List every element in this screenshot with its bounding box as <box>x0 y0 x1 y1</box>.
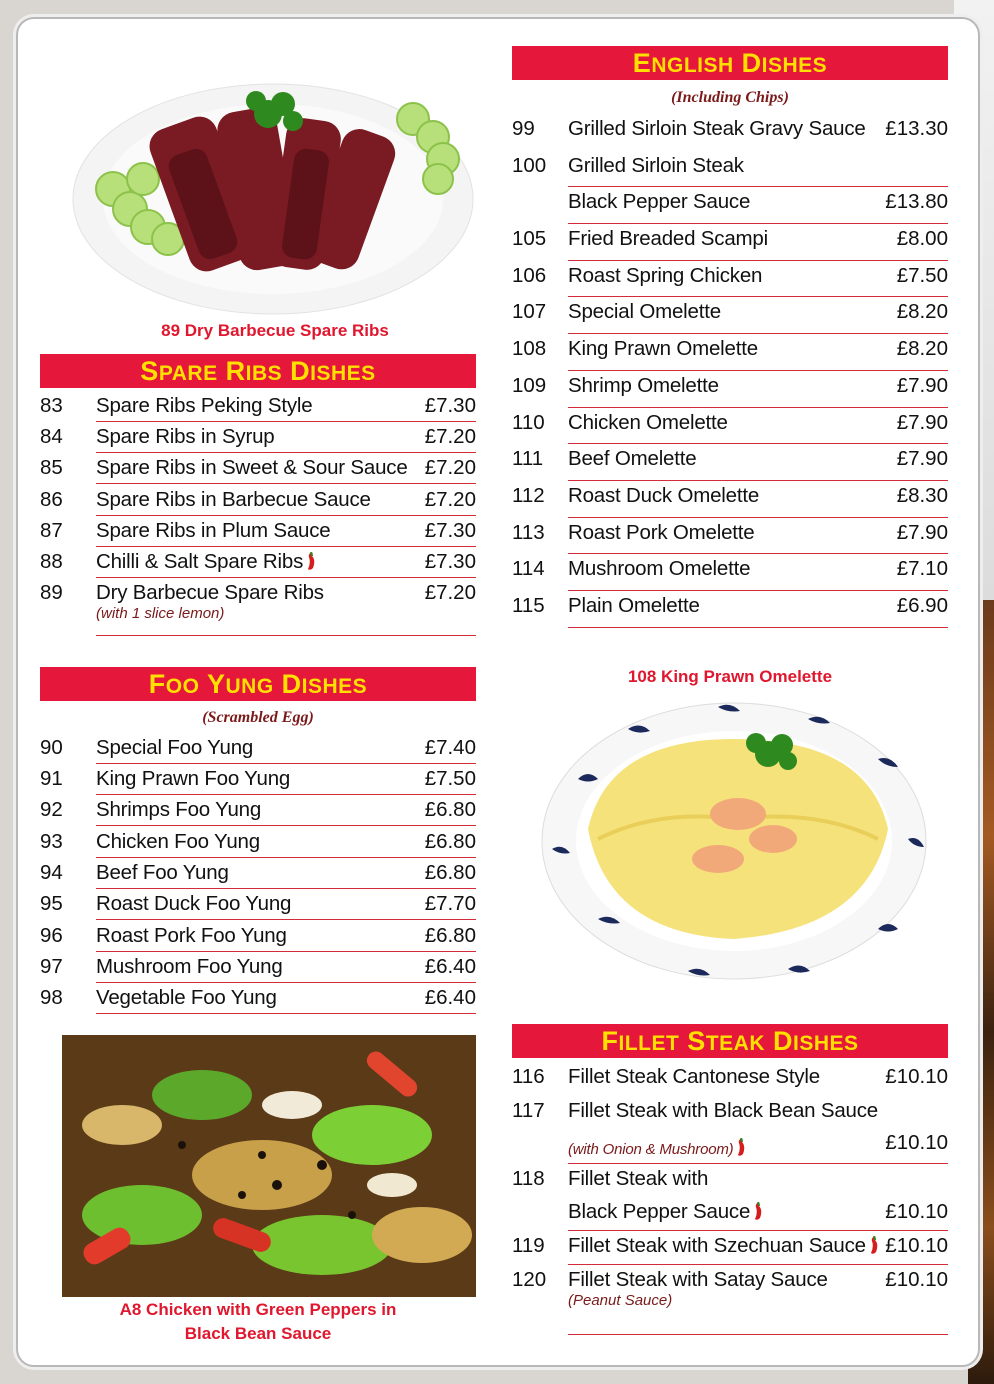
item-name-text: Roast Duck Omelette <box>568 484 760 507</box>
menu-page <box>16 17 980 1367</box>
menu-item-row <box>512 591 948 628</box>
menu-item-row <box>40 764 476 795</box>
item-name <box>96 456 408 480</box>
item-number: 91 <box>40 767 63 790</box>
item-price: £8.20 <box>896 337 948 360</box>
menu-item-row <box>40 733 476 764</box>
item-name <box>568 1099 878 1123</box>
item-number: 85 <box>40 456 63 479</box>
photo-caption-chicken <box>40 1298 476 1346</box>
item-name-text: Fillet Steak Cantonese Style <box>568 1065 820 1088</box>
item-name <box>568 411 728 435</box>
menu-item-row <box>512 151 948 187</box>
item-name-text: Fried Breaded Scampi <box>568 227 768 250</box>
item-name <box>96 861 229 885</box>
item-name <box>96 892 291 916</box>
item-name <box>96 924 287 948</box>
item-name <box>568 594 700 618</box>
item-name <box>568 484 759 508</box>
item-name-text: Beef Omelette <box>568 447 697 470</box>
item-number: 87 <box>40 519 63 542</box>
item-price: £10.10 <box>885 1065 948 1088</box>
item-name <box>568 337 758 361</box>
item-price: £7.50 <box>424 767 476 790</box>
item-number: 108 <box>512 337 547 360</box>
menu-item-row <box>512 1231 948 1265</box>
item-name-text: Black Pepper Sauce <box>568 190 751 213</box>
chilli-icon <box>866 1234 879 1257</box>
item-price: £7.30 <box>424 550 476 573</box>
menu-item-row <box>512 187 948 224</box>
item-name-text: Fillet Steak with Szechuan Sauce <box>568 1234 866 1257</box>
item-name-text: Roast Pork Omelette <box>568 521 755 544</box>
menu-item-row <box>512 444 948 481</box>
english-subtitle: (Including Chips) <box>671 89 789 106</box>
item-name-text: Chicken Omelette <box>568 411 728 434</box>
item-name <box>568 1234 879 1258</box>
menu-item-row <box>40 422 476 453</box>
chilli-icon <box>303 550 316 573</box>
item-number: 100 <box>512 154 547 177</box>
menu-item-row <box>512 1164 948 1197</box>
item-name <box>96 425 275 449</box>
item-number: 120 <box>512 1268 547 1291</box>
row-divider <box>96 483 476 484</box>
menu-item-row <box>40 485 476 516</box>
item-name <box>568 227 768 251</box>
chicken-green-peppers-photo <box>62 1035 476 1297</box>
menu-item-row <box>40 391 476 422</box>
item-price: £7.50 <box>896 264 948 287</box>
item-name <box>568 1065 820 1089</box>
item-name-text: Spare Ribs Peking Style <box>96 394 313 417</box>
chilli-icon <box>750 1200 763 1223</box>
item-name-text: Mushroom Omelette <box>568 557 751 580</box>
item-number: 94 <box>40 861 63 884</box>
item-number: 109 <box>512 374 547 397</box>
item-price: £8.30 <box>896 484 948 507</box>
item-number: 114 <box>512 557 545 580</box>
king-prawn-omelette-photo <box>538 699 930 984</box>
item-number: 90 <box>40 736 63 759</box>
item-price: £7.90 <box>896 411 948 434</box>
menu-item-row <box>512 114 948 151</box>
row-divider <box>96 635 476 636</box>
menu-item-row <box>40 578 476 636</box>
item-number: 112 <box>512 484 545 507</box>
item-name-text: Spare Ribs in Sweet & Sour Sauce <box>96 456 408 479</box>
item-number: 86 <box>40 488 63 511</box>
item-price: £13.80 <box>885 190 948 213</box>
foo-yung-subtitle: (Scrambled Egg) <box>202 709 314 726</box>
item-number: 96 <box>40 924 63 947</box>
row-divider <box>96 919 476 920</box>
menu-item-row <box>40 827 476 858</box>
item-name <box>568 300 721 324</box>
photo-caption-spare-ribs: 89 Dry Barbecue Spare Ribs <box>161 321 389 340</box>
menu-item-row <box>512 371 948 408</box>
item-name <box>568 264 762 288</box>
menu-item-row <box>512 554 948 591</box>
item-name-text: Roast Pork Foo Yung <box>96 924 287 947</box>
item-name <box>568 190 750 214</box>
chilli-icon <box>733 1136 746 1159</box>
item-name-text: Roast Duck Foo Yung <box>96 892 292 915</box>
item-name-text: Grilled Sirloin Steak <box>568 154 744 177</box>
menu-item-row <box>40 889 476 920</box>
item-number: 113 <box>512 521 545 544</box>
item-name <box>96 798 261 822</box>
row-divider <box>568 1334 948 1335</box>
item-number: 115 <box>512 594 545 617</box>
item-number: 105 <box>512 227 547 250</box>
item-name-text: Chilli & Salt Spare Ribs <box>96 550 304 573</box>
item-name-text: (with Onion & Mushroom) <box>568 1141 734 1158</box>
menu-item-row <box>40 921 476 952</box>
item-price: £7.30 <box>424 519 476 542</box>
item-number: 92 <box>40 798 63 821</box>
item-note: (Peanut Sauce) <box>568 1292 673 1309</box>
item-name-text: Grilled Sirloin Steak Gravy Sauce <box>568 117 866 140</box>
item-name-text: Fillet Steak with Satay Sauce <box>568 1268 828 1291</box>
item-name <box>96 830 260 854</box>
item-name <box>96 581 324 605</box>
item-number: 110 <box>512 411 545 434</box>
item-name-text: Special Omelette <box>568 300 721 323</box>
menu-item-row <box>40 453 476 484</box>
menu-item-row <box>512 1096 948 1128</box>
item-name-text: Shrimps Foo Yung <box>96 798 262 821</box>
item-number: 98 <box>40 986 63 1009</box>
menu-item-row <box>512 224 948 261</box>
row-divider <box>568 627 948 628</box>
item-number: 83 <box>40 394 63 417</box>
item-number: 119 <box>512 1234 545 1257</box>
menu-item-row <box>40 983 476 1014</box>
item-price: £7.90 <box>896 521 948 544</box>
item-name <box>568 1268 828 1292</box>
menu-item-row <box>512 297 948 334</box>
item-name-text: Special Foo Yung <box>96 736 254 759</box>
item-name <box>96 519 330 543</box>
item-number: 88 <box>40 550 63 573</box>
menu-item-row <box>40 952 476 983</box>
item-price: £6.40 <box>424 955 476 978</box>
item-price: £7.30 <box>424 394 476 417</box>
photo-caption-chicken-line2: Black Bean Sauce <box>184 1324 332 1343</box>
item-name <box>568 521 754 545</box>
item-name <box>568 1200 763 1224</box>
item-price: £10.10 <box>885 1200 948 1223</box>
menu-item-row <box>40 547 476 578</box>
item-name-text: Spare Ribs in Plum Sauce <box>96 519 331 542</box>
item-price: £6.40 <box>424 986 476 1009</box>
row-divider <box>96 825 476 826</box>
item-name <box>568 1167 708 1191</box>
item-name-text: Mushroom Foo Yung <box>96 955 283 978</box>
item-name-text: Roast Spring Chicken <box>568 264 763 287</box>
item-name <box>568 117 866 141</box>
row-divider <box>96 1013 476 1014</box>
item-price: £6.90 <box>896 594 948 617</box>
item-number: 111 <box>512 447 544 470</box>
item-price: £7.90 <box>896 447 948 470</box>
item-price: £6.80 <box>424 830 476 853</box>
item-price: £7.70 <box>424 892 476 915</box>
spare-ribs-photo <box>68 59 478 319</box>
item-name <box>96 488 371 512</box>
menu-item-row <box>512 1062 948 1096</box>
item-note: (with 1 slice lemon) <box>96 605 225 622</box>
item-price: £7.40 <box>424 736 476 759</box>
item-number: 99 <box>512 117 535 140</box>
item-name <box>96 986 277 1010</box>
item-name-text: Black Pepper Sauce <box>568 1200 751 1223</box>
item-name-text: Vegetable Foo Yung <box>96 986 277 1009</box>
menu-item-row <box>512 334 948 371</box>
item-price: £7.20 <box>424 425 476 448</box>
item-number: 118 <box>512 1167 545 1190</box>
item-name <box>568 1136 746 1160</box>
item-number: 93 <box>40 830 63 853</box>
item-number: 106 <box>512 264 547 287</box>
item-name-text: Beef Foo Yung <box>96 861 229 884</box>
item-number: 107 <box>512 300 547 323</box>
item-name-text: Shrimp Omelette <box>568 374 719 397</box>
item-price: £8.20 <box>896 300 948 323</box>
item-price: £7.20 <box>424 488 476 511</box>
menu-item-row <box>40 795 476 826</box>
item-name-text: Spare Ribs in Barbecue Sauce <box>96 488 371 511</box>
item-price: £6.80 <box>424 861 476 884</box>
section-title-foo-yung: FOO YUNG DISHES <box>40 667 476 701</box>
item-name-text: King Prawn Foo Yung <box>96 767 291 790</box>
item-name <box>568 557 750 581</box>
item-number: 116 <box>512 1065 545 1088</box>
item-number: 95 <box>40 892 63 915</box>
item-name <box>568 154 744 178</box>
menu-item-row <box>40 858 476 889</box>
section-title-english: ENGLISH DISHES <box>512 46 948 80</box>
item-price: £7.90 <box>896 374 948 397</box>
item-number: 89 <box>40 581 63 604</box>
item-name-text: Dry Barbecue Spare Ribs <box>96 581 324 604</box>
item-name-text: Plain Omelette <box>568 594 700 617</box>
menu-item-row <box>512 1128 948 1164</box>
item-price: £13.30 <box>885 117 948 140</box>
item-price: £7.20 <box>424 456 476 479</box>
item-price: £7.20 <box>424 581 476 604</box>
item-name <box>96 955 283 979</box>
section-title-spare-ribs: SPARE RIBS DISHES <box>40 354 476 388</box>
menu-item-row <box>512 1265 948 1335</box>
photo-caption-chicken-line1: A8 Chicken with Green Peppers in <box>119 1300 397 1319</box>
item-name <box>96 767 290 791</box>
item-name <box>96 736 253 760</box>
item-price: £10.10 <box>885 1131 948 1154</box>
item-price: £10.10 <box>885 1268 948 1291</box>
item-price: £10.10 <box>885 1234 948 1257</box>
menu-item-row <box>512 518 948 554</box>
item-name-text: Chicken Foo Yung <box>96 830 260 853</box>
item-name <box>96 550 316 574</box>
item-price: £8.00 <box>896 227 948 250</box>
item-price: £6.80 <box>424 924 476 947</box>
item-number: 117 <box>512 1099 545 1122</box>
menu-item-row <box>512 1197 948 1231</box>
item-price: £7.10 <box>896 557 948 580</box>
menu-item-row <box>40 516 476 547</box>
item-name <box>96 394 312 418</box>
item-price: £6.80 <box>424 798 476 821</box>
section-title-fillet: FILLET STEAK DISHES <box>512 1024 948 1058</box>
item-name-text: Fillet Steak with Black Bean Sauce <box>568 1099 878 1122</box>
item-name <box>568 374 719 398</box>
item-name-text: Fillet Steak with <box>568 1167 709 1190</box>
photo-caption-omelette: 108 King Prawn Omelette <box>627 667 833 686</box>
item-number: 84 <box>40 425 63 448</box>
item-name <box>568 447 696 471</box>
item-number: 97 <box>40 955 63 978</box>
menu-item-row <box>512 481 948 518</box>
menu-item-row <box>512 261 948 297</box>
item-name-text: King Prawn Omelette <box>568 337 758 360</box>
item-name-text: Spare Ribs in Syrup <box>96 425 275 448</box>
menu-item-row <box>512 408 948 444</box>
